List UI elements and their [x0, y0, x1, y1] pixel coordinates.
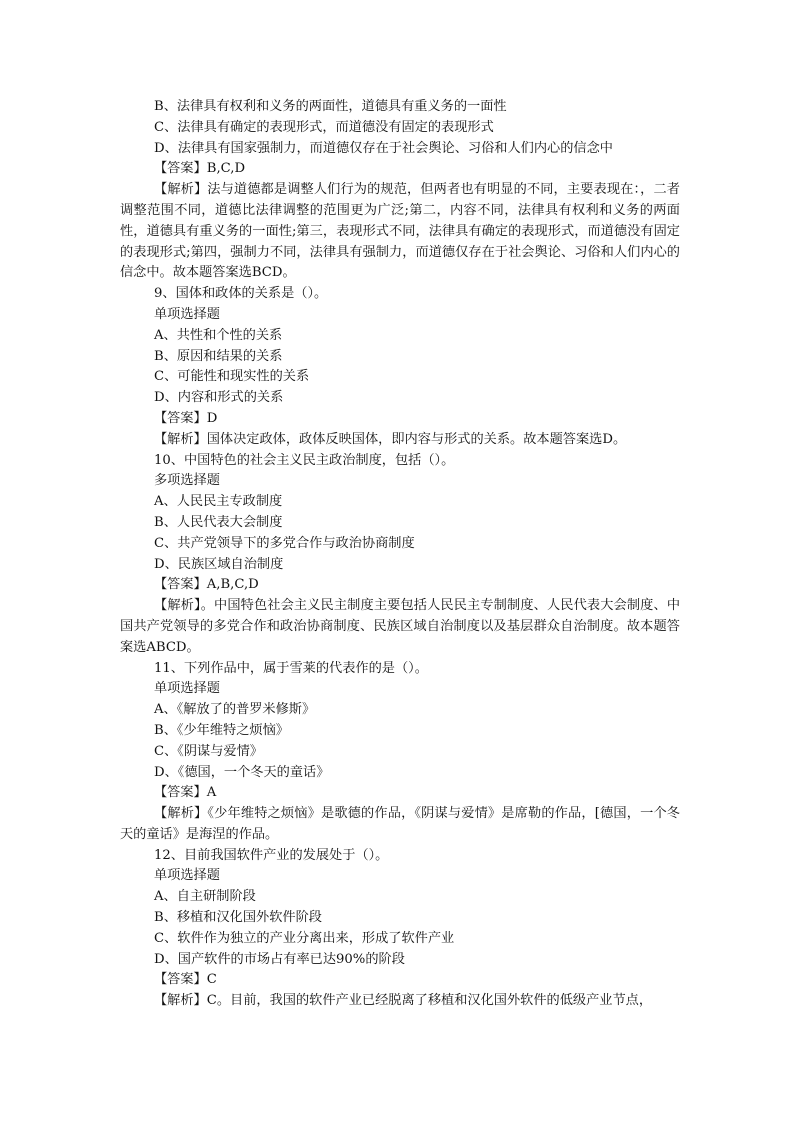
q10-analysis: [120, 596, 680, 658]
q9-option-d: D、内容和形式的关系: [154, 390, 284, 406]
q12-option-a: A、自主研制阶段: [154, 889, 256, 905]
q11-option-c: C、《阴谋与爱情》: [154, 743, 263, 759]
q8-option-d: D、法律具有国家强制力，而道德仅存在于社会舆论、习俗和人们内心的信念中: [154, 140, 613, 156]
document-body: [120, 97, 680, 1012]
q9-type: 单项选择题: [154, 306, 220, 322]
q9-answer: [120, 409, 680, 430]
answer-value: B,C,D: [206, 161, 246, 177]
q12-stem: 12、目前我国软件产业的发展处于（）。: [154, 847, 389, 863]
q12-option-d: D、国产软件的市场占有率已达90%的阶段: [154, 951, 405, 967]
answer-value: D: [206, 410, 218, 426]
q8-option-b: B、法律具有权利和义务的两面性，道德具有重义务的一面性: [154, 99, 507, 114]
answer-label: 【答案】: [154, 785, 207, 801]
q10-option-a: A、人民民主专政制度: [154, 494, 283, 510]
q12-option-c: C、软件作为独立的产业分离出来，形成了软件产业: [154, 930, 455, 946]
q11-answer: [120, 783, 680, 804]
q10-option-b: B、人民代表大会制度: [154, 514, 283, 530]
answer-label: 【答案】: [154, 161, 207, 177]
q10-option-c: C、共产党领导下的多党合作与政治协商制度: [154, 535, 415, 551]
q11-option-b: B、《少年维特之烦恼》: [154, 722, 289, 738]
analysis-label: 【解析】: [154, 993, 207, 1009]
q11-option-a: A、《解放了的普罗米修斯》: [154, 702, 316, 718]
analysis-text: 法与道德都是调整人们行为的规范，但两者也有明显的不同，主要表现在：，二者调整范围不同，道德比法律调整的范围更为广泛;第二，内容不同，法律具有权利和义务的两面性，道德具有重义务的一面性;第三，表现形式不同，法律具有确定的表现形式，而道德没有固定的表现形式;第四，强制力不同，法律具有强制力，而道德仅存在于社会舆论、习俗和人们内心的信念中。故本题答案选BCD。: [120, 182, 680, 281]
q9-option-b: B、原因和结果的关系: [154, 348, 283, 364]
q9-option-c: C、可能性和现实性的关系: [154, 369, 310, 385]
analysis-label: 【解析】: [154, 806, 208, 822]
analysis-text: 。中国特色社会主义民主制度主要包括人民民主专制制度、人民代表大会制度、中国共产党领导的多党合作和政治协商制度、民族区域自治制度以及基层群众自治制度。故本题答案选ABCD。: [120, 598, 681, 655]
q8-option-c: C、法律具有确定的表现形式，而道德没有固定的表现形式: [154, 119, 494, 135]
q10-option-d: D、民族区域自治制度: [154, 556, 284, 572]
q11-stem: 11、下列作品中，属于雪莱的代表作的是（）。: [154, 660, 428, 676]
analysis-label: 【解析】: [154, 431, 207, 447]
q9-analysis: [120, 430, 680, 451]
q9-stem: 9、国体和政体的关系是（）。: [154, 286, 328, 302]
analysis-text: 《少年维特之烦恼》是歌德的作品，《阴谋与爱情》是席勒的作品，[德国，一个冬天的童话》是海涅的作品。: [120, 806, 680, 842]
q12-analysis: [120, 991, 680, 1012]
q11-option-d: D、《德国，一个冬天的童话》: [154, 764, 330, 780]
answer-value: A,B,C,D: [206, 577, 259, 593]
q12-option-b: B、移植和汉化国外软件阶段: [154, 910, 322, 926]
q10-type: 多项选择题: [154, 473, 220, 489]
answer-value: A: [206, 785, 217, 801]
q11-type: 单项选择题: [154, 681, 220, 697]
analysis-label: 【解析】: [154, 182, 208, 198]
answer-label: 【答案】: [154, 577, 207, 593]
answer-label: 【答案】: [154, 972, 207, 988]
analysis-label: 【解析】: [154, 598, 201, 614]
q12-answer: [120, 970, 680, 991]
q9-option-a: A、共性和个性的关系: [154, 327, 283, 343]
analysis-text: 国体决定政体，政体反映国体，即内容与形式的关系。故本题答案选D。: [206, 431, 627, 447]
q8-analysis: [120, 180, 680, 284]
q11-analysis: [120, 804, 680, 846]
q8-answer: [120, 159, 680, 180]
analysis-text: C。目前，我国的软件产业已经脱离了移植和汉化国外软件的低级产业节点，: [206, 993, 653, 1009]
q10-answer: [120, 575, 680, 596]
q10-stem: 10、中国特色的社会主义民主政治制度，包括（）。: [154, 452, 455, 468]
answer-label: 【答案】: [154, 410, 207, 426]
answer-value: C: [206, 972, 217, 988]
q12-type: 单项选择题: [154, 868, 220, 884]
